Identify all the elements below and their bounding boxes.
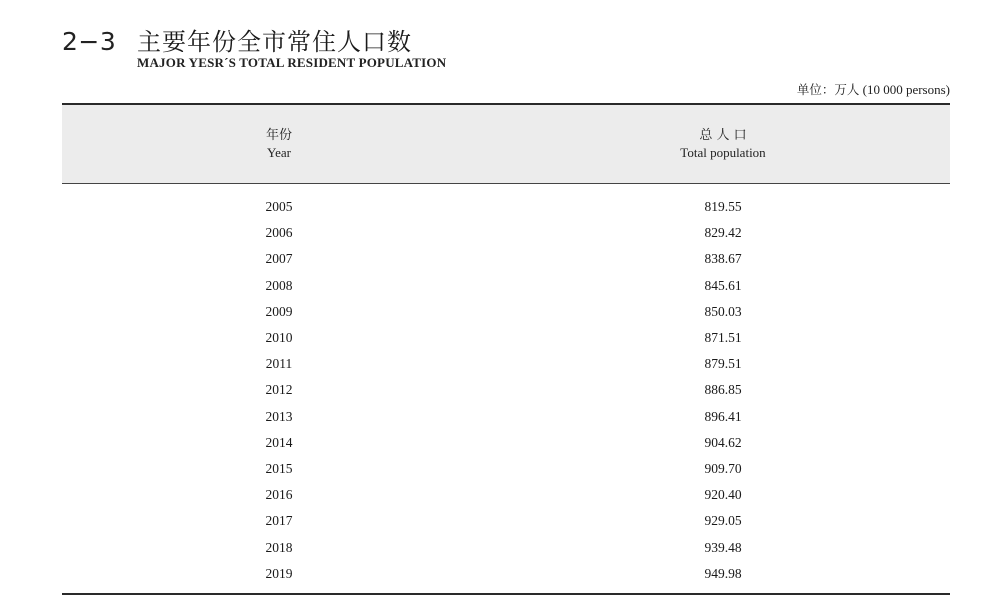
table-row — [62, 534, 950, 560]
cell-year: 2011 — [265, 356, 293, 372]
table-row — [62, 220, 950, 246]
table-row — [62, 508, 950, 534]
cell-population: 838.67 — [704, 251, 742, 267]
cell-population: 949.98 — [704, 565, 742, 581]
header-year-english: Year — [267, 145, 291, 160]
cell-population: 819.55 — [704, 199, 742, 215]
title-row — [62, 22, 412, 57]
cell-population: 920.40 — [704, 487, 742, 503]
header-population-english: Total population — [680, 145, 766, 160]
table-row — [62, 456, 950, 482]
table-row — [62, 325, 950, 351]
table-row — [62, 194, 950, 220]
cell-year: 2008 — [265, 277, 293, 293]
cell-year: 2012 — [265, 382, 293, 398]
table-header — [62, 105, 950, 184]
table-row — [62, 299, 950, 325]
cell-year: 2016 — [265, 487, 293, 503]
table-row — [62, 273, 950, 299]
cell-population: 896.41 — [704, 408, 742, 424]
cell-year: 2017 — [265, 513, 293, 529]
cell-population: 879.51 — [704, 356, 742, 372]
cell-year: 2014 — [265, 434, 293, 450]
table-row — [62, 430, 950, 456]
cell-population: 850.03 — [704, 303, 742, 319]
table-title-english: MAJOR YESR´S TOTAL RESIDENT POPULATION — [137, 55, 447, 70]
table-row — [62, 351, 950, 377]
population-table — [62, 103, 950, 595]
cell-year: 2006 — [265, 225, 293, 241]
header-population — [496, 127, 950, 161]
cell-population: 904.62 — [704, 434, 742, 450]
table-bottom-rule — [62, 593, 950, 595]
header-year — [62, 127, 496, 161]
cell-population: 939.48 — [704, 539, 742, 555]
unit-label-english: (10 000 persons) — [862, 82, 950, 97]
cell-population: 929.05 — [704, 513, 742, 529]
table-row — [62, 561, 950, 587]
cell-year: 2013 — [265, 408, 293, 424]
table-body — [62, 184, 950, 593]
cell-year: 2009 — [265, 303, 293, 319]
cell-population: 845.61 — [704, 277, 742, 293]
cell-population: 886.85 — [704, 382, 742, 398]
cell-population: 829.42 — [704, 225, 742, 241]
cell-year: 2018 — [265, 539, 293, 555]
cell-population: 871.51 — [704, 330, 742, 346]
table-row — [62, 246, 950, 272]
cell-population: 909.70 — [704, 460, 742, 476]
cell-year: 2010 — [265, 330, 293, 346]
table-title-chinese: 主要年份全市常住人口数 — [137, 28, 412, 56]
cell-year: 2019 — [265, 565, 293, 581]
table-number: 2−3 — [62, 27, 117, 56]
cell-year: 2015 — [265, 460, 293, 476]
cell-year: 2005 — [265, 199, 293, 215]
header-year-chinese: 年份 — [265, 128, 292, 143]
table-row — [62, 482, 950, 508]
table-row — [62, 377, 950, 403]
cell-year: 2007 — [265, 251, 293, 267]
unit-label — [797, 80, 950, 98]
unit-label-chinese: 单位：万人 — [796, 82, 860, 97]
table-row — [62, 404, 950, 430]
header-population-chinese: 总 人 口 — [699, 128, 747, 143]
